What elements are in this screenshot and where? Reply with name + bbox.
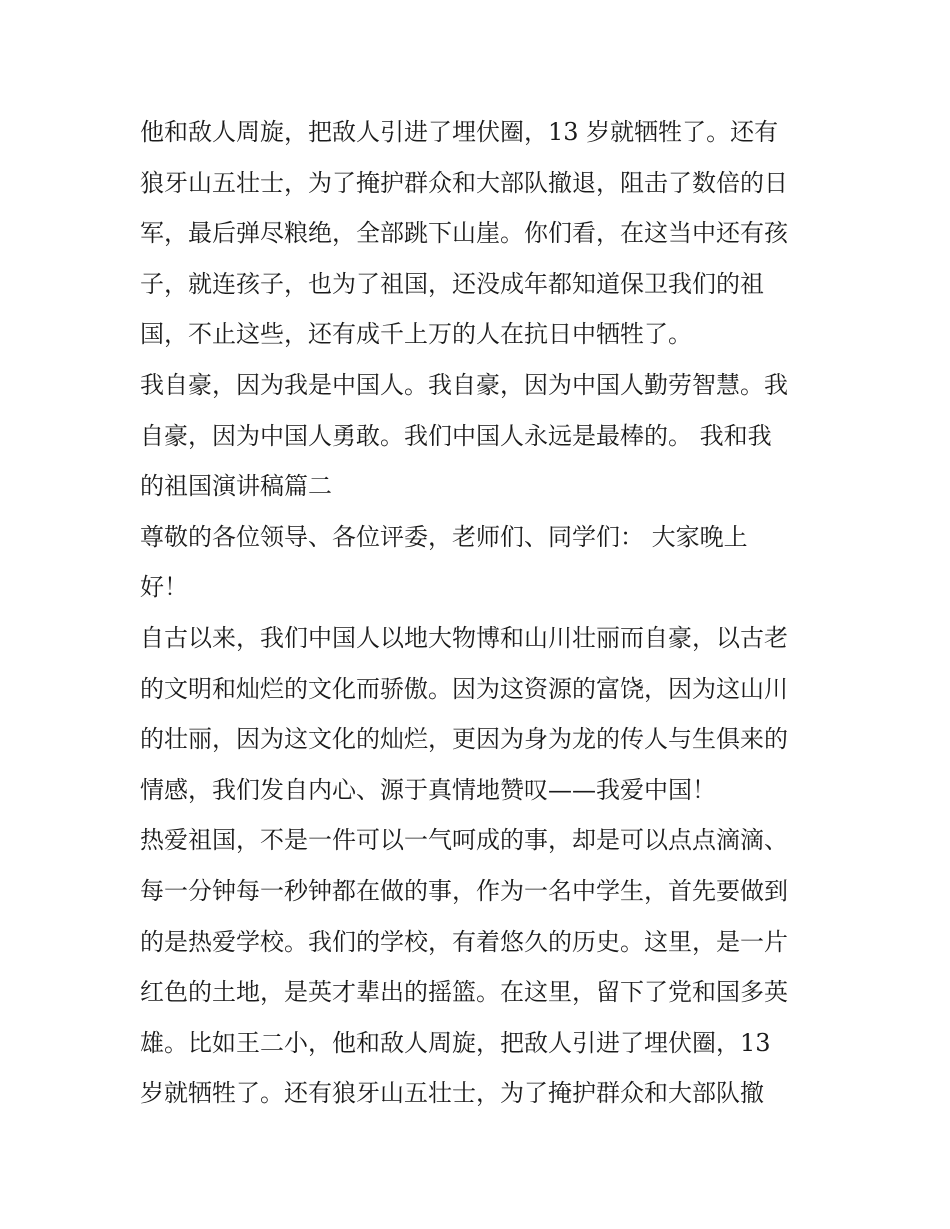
- text-line-18: 红色的土地，是英才辈出的摇篮。在这里，留下了党和国多英: [140, 978, 788, 1007]
- text-line-3: 军，最后弹尽粮绝，全部跳下山崖。你们看，在这当中还有孩: [140, 219, 788, 248]
- text-line-13: 的壮丽，因为这文化的灿烂，更因为身为龙的传人与生俱来的: [140, 725, 788, 754]
- speech-title-line: 的祖国演讲稿篇二: [140, 472, 332, 501]
- document-body: [140, 107, 820, 1119]
- text-line-1: 他和敌人周旋，把敌人引进了埋伏圈，13 岁就牺牲了。还有: [140, 118, 779, 146]
- text-line-5: 国，不止这些，还有成千上万的人在抗日中牺牲了。: [140, 320, 692, 349]
- text-line-19: 雄。比如王二小，他和敌人周旋，把敌人引进了埋伏圈，13: [140, 1028, 771, 1057]
- text-line-20: 岁就牺牲了。还有狼牙山五壮士，为了掩护群众和大部队撤: [140, 1079, 764, 1108]
- text-line-15: 热爱祖国，不是一件可以一气呵成的事，却是可以点点滴滴、: [140, 826, 788, 855]
- text-line-11: 自古以来，我们中国人以地大物博和山川壮丽而自豪，以古老: [140, 623, 788, 652]
- text-line-6: 我自豪，因为我是中国人。我自豪，因为中国人勤劳智慧。我: [140, 370, 788, 399]
- text-line-7: 自豪，因为中国人勇敢。我们中国人永远是最棒的。 我和我: [140, 421, 772, 450]
- salutation-line: 尊敬的各位领导、各位评委，老师们、同学们： 大家晚上: [140, 522, 748, 551]
- text-line-4: 子，就连孩子，也为了祖国，还没成年都知道保卫我们的祖: [140, 269, 764, 298]
- text-line-2: 狼牙山五壮士，为了掩护群众和大部队撤退，阻击了数倍的日: [140, 168, 788, 197]
- text-line-16: 每一分钟每一秒钟都在做的事，作为一名中学生，首先要做到: [140, 876, 788, 905]
- salutation-line-end: 好！: [140, 573, 188, 602]
- text-line-14: 情感，我们发自内心、源于真情地赞叹——我爱中国！: [140, 775, 716, 804]
- text-line-17: 的是热爱学校。我们的学校，有着悠久的历史。这里，是一片: [140, 927, 788, 956]
- text-line-12: 的文明和灿烂的文化而骄傲。因为这资源的富饶，因为这山川: [140, 674, 788, 703]
